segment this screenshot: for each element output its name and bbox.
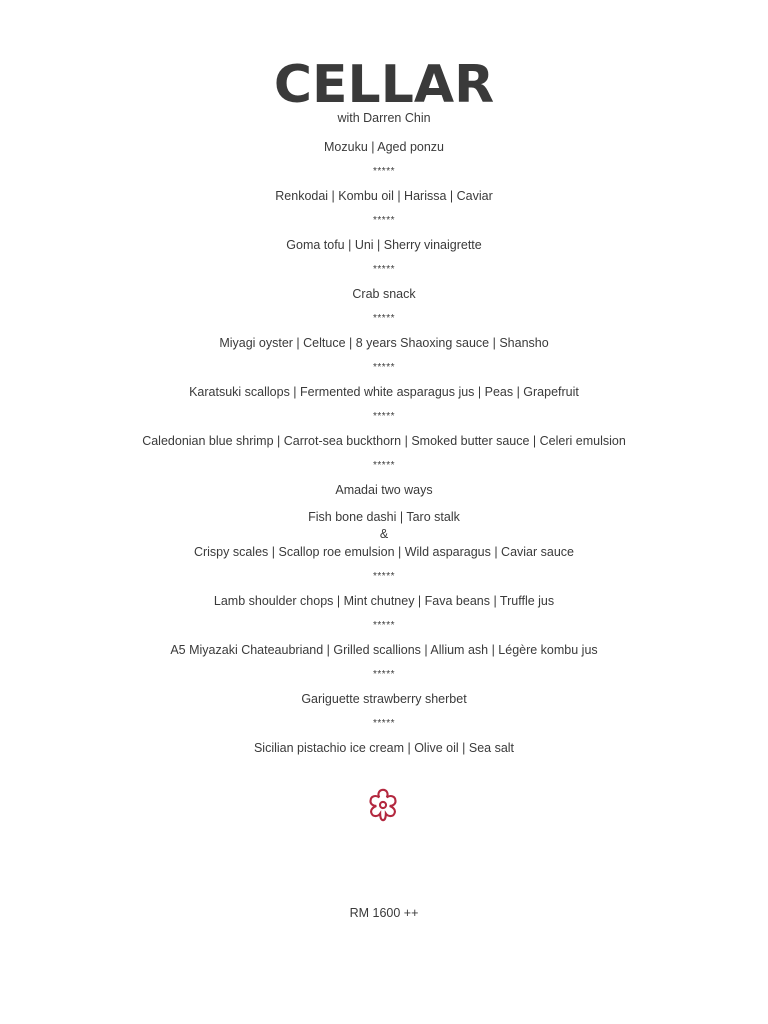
separator-1: ***** (373, 166, 395, 177)
separator-9: ***** (373, 620, 395, 631)
course-5: Miyagi oyster | Celtuce | 8 years Shaoxing sauce | Shansho (219, 336, 549, 350)
separator-8: ***** (373, 571, 395, 582)
course-8-ampersand: & (379, 527, 389, 541)
course-10: A5 Miyazaki Chateaubriand | Grilled scallions | Allium ash | Légère kombu jus (170, 643, 598, 657)
course-9: Lamb shoulder chops | Mint chutney | Fava beans | Truffle jus (213, 594, 555, 608)
course-12: Sicilian pistachio ice cream | Olive oil | Sea salt (253, 741, 515, 755)
separator-7: ***** (373, 460, 395, 471)
course-8: Amadai two ways (335, 483, 433, 497)
menu-price: RM 1600 ++ (349, 906, 419, 920)
separator-6: ***** (373, 411, 395, 422)
course-1: Mozuku | Aged ponzu (324, 140, 444, 154)
separator-4: ***** (373, 313, 395, 324)
course-3: Goma tofu | Uni | Sherry vinaigrette (286, 238, 482, 252)
separator-5: ***** (373, 362, 395, 373)
chef-subtitle: with Darren Chin (337, 111, 431, 125)
separator-10: ***** (373, 669, 395, 680)
course-7: Caledonian blue shrimp | Carrot-sea buckthorn | Smoked butter sauce | Celeri emulsion (142, 434, 626, 448)
course-8b: Crispy scales | Scallop roe emulsion | Wild asparagus | Caviar sauce (193, 545, 575, 559)
course-2: Renkodai | Kombu oil | Harissa | Caviar (275, 189, 493, 203)
separator-11: ***** (373, 718, 395, 729)
course-4: Crab snack (352, 287, 416, 301)
michelin-flower-icon (364, 786, 402, 824)
restaurant-logo: CELLAR (273, 55, 495, 115)
separator-2: ***** (373, 215, 395, 226)
course-11: Gariguette strawberry sherbet (301, 692, 467, 706)
separator-3: ***** (373, 264, 395, 275)
course-8a: Fish bone dashi | Taro stalk (308, 510, 460, 524)
course-6: Karatsuki scallops | Fermented white asparagus jus | Peas | Grapefruit (189, 385, 579, 399)
